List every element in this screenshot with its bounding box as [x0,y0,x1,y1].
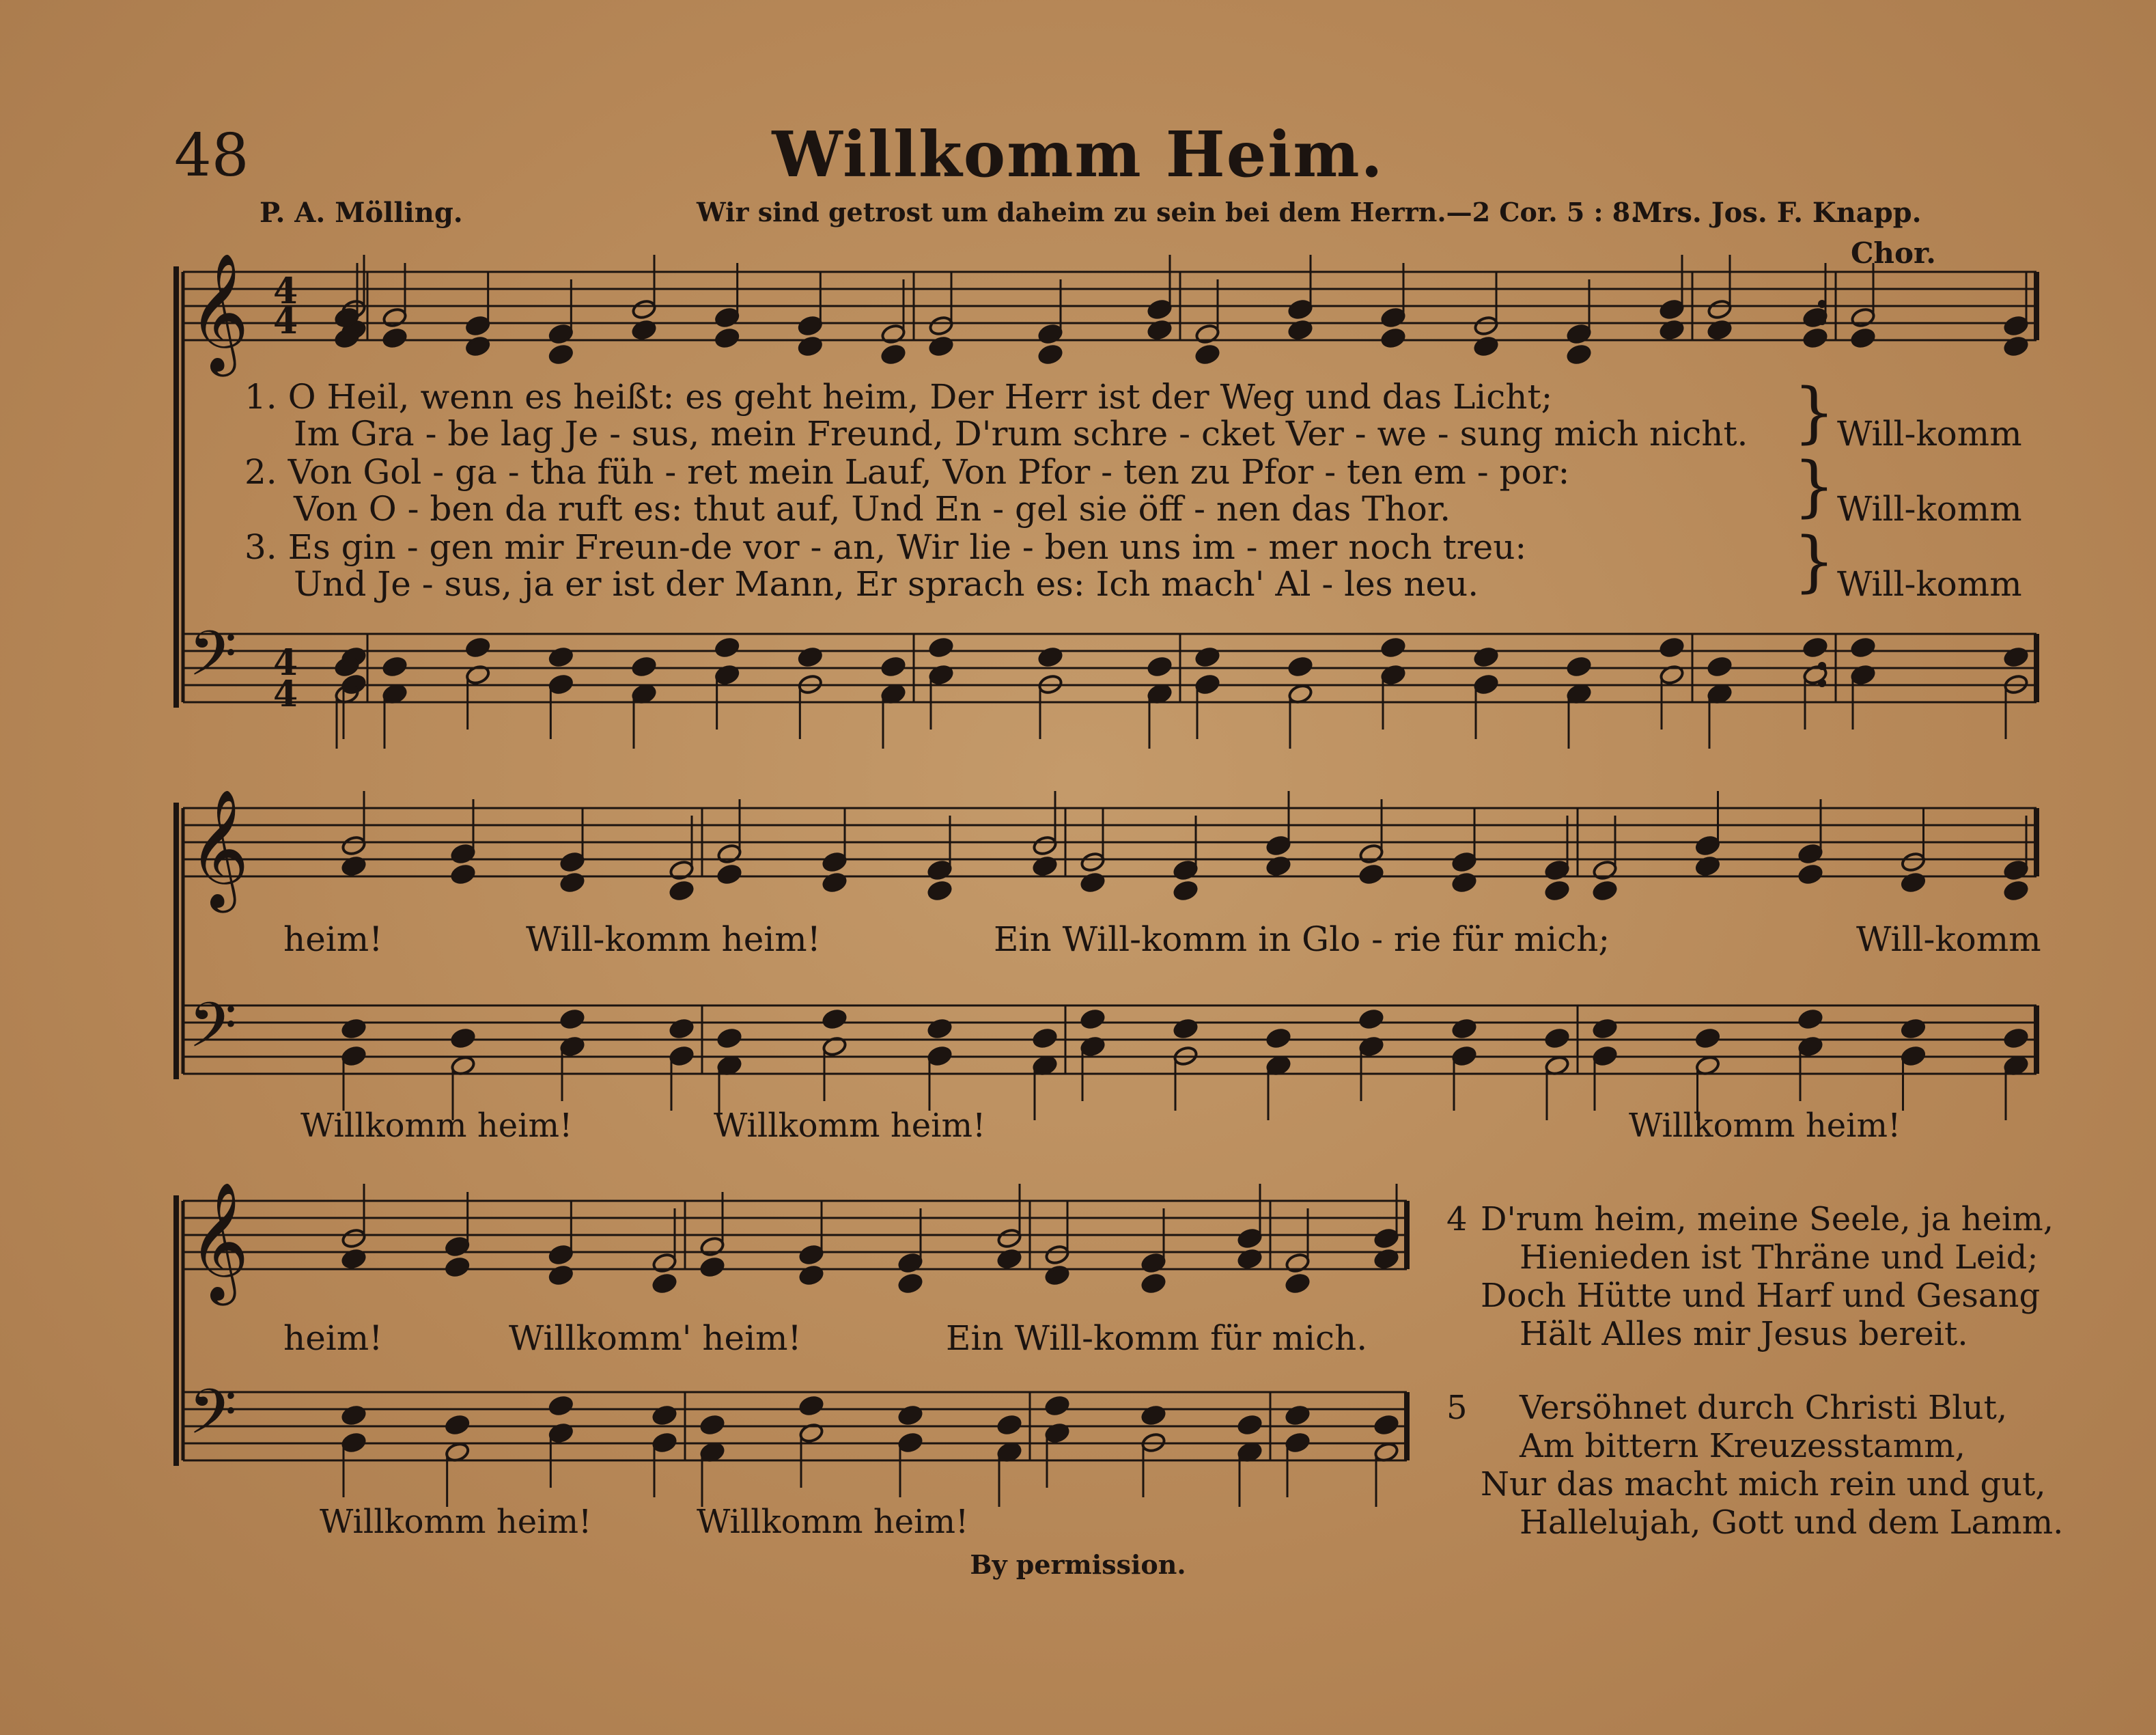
treble-note-head [1194,344,1220,365]
treble-note-head [1850,327,1876,349]
bass-note-head [559,1008,585,1030]
time-signature-top: 4 [273,270,298,312]
treble-note-head [1451,872,1477,893]
treble-note-head [341,1227,367,1249]
treble-note-head [699,1236,725,1258]
treble-clef-icon: 𝄞 [188,1182,249,1301]
treble-note-head [548,1264,574,1286]
treble-note-head [1380,307,1406,329]
bass-note-head [1797,1008,1823,1030]
bass-note-head [341,674,367,695]
treble-note-head [1544,880,1570,902]
treble-note-head [798,335,824,357]
treble-note-head [1373,1227,1399,1249]
bass-note-head [652,1432,677,1454]
treble-note-head [1044,1244,1070,1266]
bass-note-head [1373,1414,1399,1436]
treble-note-head [1285,1273,1311,1294]
treble-note-head [559,872,585,893]
treble-note-head [927,859,953,881]
treble-note-head [445,1256,471,1278]
treble-note-head [1237,1227,1263,1249]
stanza-4-line-2: Hienieden ist Thräne und Leid; [1520,1238,2039,1277]
bass-note-head [548,1395,574,1417]
treble-note-head [2003,335,2029,357]
verse-2-line-2: Von O - ben da ruft es: thut auf, Und En - gel sie öff - nen das Thor. [294,489,1451,529]
treble-note-head [1080,872,1106,893]
treble-note-head [714,327,740,349]
bass-note-head [1901,1045,1927,1067]
stanza-5-line-2: Am bittern Kreuzesstamm, [1520,1427,1965,1465]
treble-clef-icon: 𝄞 [188,789,249,908]
bass-note-head [548,646,574,668]
bass-time-signature-top: 4 [273,642,298,684]
bass-note-head [341,1018,367,1040]
treble-note-head [822,872,848,893]
bass-note-head [996,1414,1022,1436]
bass-note-head [2003,1027,2029,1049]
bass-note-head [2003,646,2029,668]
treble-note-head [798,1264,824,1286]
verse-2-refrain: Will-komm [1837,489,2022,529]
verse-brace: } [1793,374,1836,451]
treble-note-head [2003,880,2029,902]
treble-note-head [450,843,476,865]
stanza-4-line-1: D'rum heim, meine Seele, ja heim, [1481,1200,2054,1238]
treble-note-head [1358,843,1384,865]
chorus-label: Chor. [1851,236,1936,270]
permission-note: By permission. [970,1549,1186,1580]
verse-1-line-1: 1. O Heil, wenn es heißt: es geht heim, Der Herr ist der Weg und das Licht; [244,377,1553,417]
bass-clef-icon: 𝄢 [188,1376,237,1463]
bass-note-head [716,1027,742,1049]
bass-clef-icon: 𝄢 [188,989,237,1077]
refrain-ein-willkomm: Ein Will-komm in Glo - rie für mich; [994,919,1610,959]
bass-lyric: Willkomm heim! [697,1503,969,1541]
bass-lyric: Willkomm heim! [1629,1107,1901,1145]
bass-note-head [714,637,740,658]
treble-note-head [631,299,657,320]
bass-note-head [382,656,408,678]
treble-note-head [716,863,742,885]
stanza-5-line-3: Nur das macht mich rein und gut, [1481,1465,2046,1503]
bass-note-head [1592,1045,1618,1067]
bass-note-head [1802,637,1828,658]
bass-note-head [1265,1027,1291,1049]
treble-note-head [669,880,695,902]
bass-note-head [1695,1027,1721,1049]
bass-note-head [927,1045,953,1067]
bass-note-head [1285,1404,1311,1426]
treble-note-head [996,1227,1022,1249]
treble-note-head [1566,344,1592,365]
bass-note-head [927,1018,953,1040]
treble-note-head [1380,327,1406,349]
bass-note-head [798,1395,824,1417]
bass-note-head [465,637,491,658]
refrain-willkomm: Will-komm [1856,919,2041,959]
treble-note-head [652,1252,677,1274]
bass-note-head [652,1404,677,1426]
treble-note-head [1659,299,1685,320]
treble-note-head [880,344,906,365]
verse-2-line-1: 2. Von Gol - ga - tha füh - ret mein Lauf, Von Pfor - ten zu Pfor - ten em - por: [244,452,1570,492]
treble-note-head [1044,1264,1070,1286]
treble-note-head [1695,835,1721,857]
treble-note-head [1544,859,1570,881]
stanza-4-number: 4 [1446,1200,1468,1238]
treble-note-head [652,1273,677,1294]
treble-note-head [548,344,574,365]
bass-note-head [822,1008,848,1030]
bass-note-head [1592,1018,1618,1040]
bass-note-head [1080,1008,1106,1030]
treble-note-head [1850,307,1876,329]
treble-note-head [897,1273,923,1294]
lyricist: Mrs. Jos. F. Knapp. [1632,197,1922,229]
bass-note-head [1285,1432,1311,1454]
treble-note-head [1173,880,1199,902]
treble-note-head [1140,1252,1166,1274]
treble-note-head [1473,335,1499,357]
treble-note-head [1173,859,1199,881]
bass-note-head [1544,1027,1570,1049]
treble-note-head [1287,299,1313,320]
treble-note-head [1901,872,1927,893]
verse-brace: } [1793,448,1836,525]
repeat-dot [1818,317,1826,325]
treble-note-head [1285,1252,1311,1274]
composer: P. A. Mölling. [260,197,463,229]
treble-note-head [548,323,574,345]
treble-note-head [928,315,954,337]
verse-3-line-1: 3. Es gin - gen mir Freun-de vor - an, Wir lie - ben uns im - mer noch treu: [244,527,1527,567]
bass-note-head [1566,656,1592,678]
treble-note-head [465,315,491,337]
bass-note-head [548,674,574,695]
bass-lyric: Willkomm heim! [714,1107,986,1145]
page-number: 48 [174,122,249,190]
bass-note-head [341,1045,367,1067]
bass-lyric: Willkomm heim! [320,1503,592,1541]
bass-note-head [1194,674,1220,695]
treble-note-head [1147,299,1173,320]
scripture-reference: Wir sind getrost um daheim zu sein bei dem Herrn.—2 Cor. 5 : 8. [697,197,1640,227]
refrain-ein-willkomm: Ein Will-komm für mich. [946,1318,1368,1358]
treble-note-head [1451,851,1477,873]
treble-note-head [1566,323,1592,345]
bass-note-head [880,656,906,678]
bass-note-head [928,637,954,658]
verse-3-refrain: Will-komm [1837,564,2022,604]
repeat-dot [1818,300,1826,308]
bass-note-head [450,1027,476,1049]
treble-note-head [445,1236,471,1258]
treble-note-head [822,851,848,873]
treble-note-head [716,843,742,865]
treble-note-head [382,327,408,349]
verse-brace: } [1793,523,1836,600]
bass-note-head [1451,1045,1477,1067]
bass-clef-icon: 𝄢 [188,617,237,705]
hymn-title: Willkomm Heim. [772,117,1384,191]
bass-note-head [1707,656,1733,678]
treble-note-head [559,851,585,873]
bass-note-head [631,656,657,678]
treble-note-head [450,863,476,885]
treble-note-head [1032,835,1058,857]
treble-clef-icon: 𝄞 [188,253,249,372]
bass-note-head [1194,646,1220,668]
bass-note-head [1850,637,1876,658]
time-signature-bottom: 4 [273,301,298,342]
bass-note-head [1147,656,1173,678]
bass-note-head [1901,1018,1927,1040]
bass-note-head [1473,646,1499,668]
treble-note-head [1037,344,1063,365]
bass-note-head [1287,656,1313,678]
refrain-heim: heim! [283,919,383,959]
treble-note-head [897,1252,923,1274]
bass-note-head [1044,1395,1070,1417]
treble-note-head [699,1256,725,1278]
treble-note-head [548,1244,574,1266]
treble-note-head [1265,835,1291,857]
treble-note-head [1080,851,1106,873]
bass-note-head [341,1404,367,1426]
treble-note-head [1901,851,1927,873]
bass-note-head [1140,1404,1166,1426]
bass-note-head [1380,637,1406,658]
refrain-willkomm-heim: Willkomm' heim! [509,1318,802,1358]
treble-note-head [1140,1273,1166,1294]
bass-note-head [1659,637,1685,658]
verse-1-refrain: Will-komm [1837,414,2022,454]
treble-note-head [928,335,954,357]
treble-note-head [798,1244,824,1266]
bass-note-head [669,1045,695,1067]
verse-3-line-2: Und Je - sus, ja er ist der Mann, Er sprach es: Ich mach' Al - les neu. [294,564,1479,604]
bass-note-head [1032,1027,1058,1049]
treble-note-head [669,859,695,881]
stanza-4-line-4: Hält Alles mir Jesus bereit. [1520,1315,1968,1353]
treble-note-head [1473,315,1499,337]
treble-note-head [714,307,740,329]
treble-note-head [1358,863,1384,885]
treble-note-head [1802,327,1828,349]
treble-note-head [1797,843,1823,865]
treble-note-head [927,880,953,902]
bass-note-head [699,1414,725,1436]
bass-note-head [1358,1008,1384,1030]
bass-note-head [897,1404,923,1426]
treble-note-head [880,323,906,345]
stanza-5-line-1: Versöhnet durch Christi Blut, [1520,1389,2008,1427]
bass-time-signature-bottom: 4 [273,674,298,715]
bass-note-head [1473,674,1499,695]
bass-note-head [1037,646,1063,668]
treble-note-head [382,307,408,329]
treble-note-head [1194,323,1220,345]
bass-note-head [897,1432,923,1454]
refrain-willkomm-heim: Will-komm heim! [526,919,821,959]
stanza-4-line-3: Doch Hütte und Harf und Gesang [1481,1277,2041,1315]
bass-lyric: Willkomm heim! [300,1107,573,1145]
treble-note-head [1592,859,1618,881]
bass-note-head [341,1432,367,1454]
bass-note-head [798,646,824,668]
repeat-dot [1818,679,1826,687]
bass-note-head [669,1018,695,1040]
treble-note-head [1707,299,1733,320]
verse-1-line-2: Im Gra - be lag Je - sus, mein Freund, D'rum schre - cket Ver - we - sung mich nicht. [294,414,1748,454]
bass-note-head [1237,1414,1263,1436]
treble-note-head [1037,323,1063,345]
treble-note-head [465,335,491,357]
bass-note-head [1451,1018,1477,1040]
treble-note-head [798,315,824,337]
treble-note-head [2003,859,2029,881]
treble-note-head [341,835,367,857]
treble-note-head [1797,863,1823,885]
treble-note-head [1592,880,1618,902]
repeat-dot [1818,662,1826,670]
refrain-heim: heim! [283,1318,383,1358]
bass-note-head [445,1414,471,1436]
stanza-5-number: 5 [1446,1389,1468,1427]
bass-note-head [1173,1018,1199,1040]
stanza-5-line-4: Hallelujah, Gott und dem Lamm. [1520,1503,2064,1542]
treble-note-head [2003,315,2029,337]
